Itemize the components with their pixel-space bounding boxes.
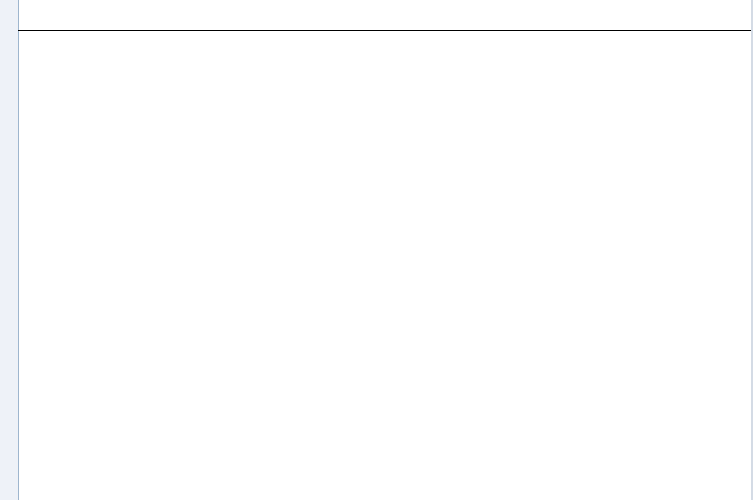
- row-header-column: [0, 0, 19, 500]
- sheet-title[interactable]: [18, 0, 753, 30]
- title-row: [18, 0, 753, 30]
- header-row: [18, 30, 753, 60]
- case-table: [18, 0, 753, 60]
